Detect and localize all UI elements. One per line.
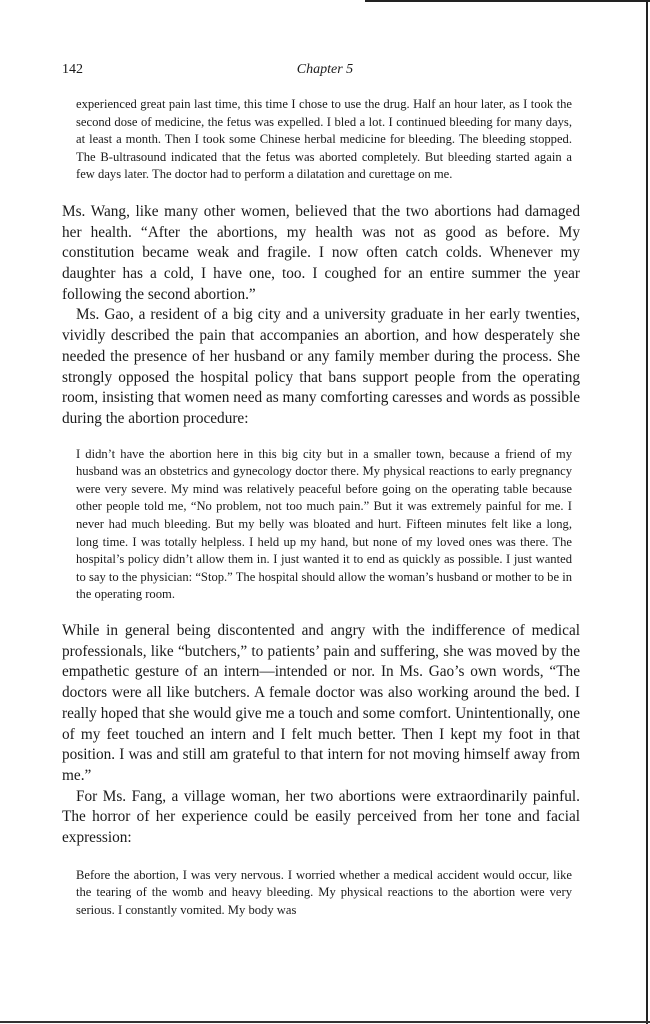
running-head: Chapter 5 — [296, 62, 354, 77]
paragraph-wang: Ms. Wang, like many other women, believed that the two abortions had damaged her health. “After the abortions, my health was not as good as before. My constitution became weak and fragile. I now often catch colds. Whenever my daughter has a cold, I have one, too. I coughed for an entire summer the year following the second abortion.” — [62, 202, 580, 303]
page-number: 142 — [62, 62, 83, 77]
block-quote-2: I didn’t have the abortion here in this big city but in a smaller town, because a friend of my husband was an obstetrics and gynecology doctor there. My physical reactions to early pregnancy were very severe. My mind was relatively peaceful before going on the operating table because other people told me, “No problem, not too much pain.” But it was extremely painful for me. I never had much bleeding. But my belly was bloated and hurt. Fifteen minutes felt like a long, long time. I was totally helpless. I held up my hand, but none of my loved ones was there. The hospital’s policy didn’t allow them in. I just wanted it to end as quickly as possible. I just wanted to say to the physician: “Stop.” The hospital should allow the woman’s husband or mother to be in the operating room. — [76, 446, 572, 602]
right-edge-rule — [646, 0, 648, 1024]
paragraph-gao-continued: While in general being discontented and angry with the indifference of medical professionals, like “butchers,” to patients’ pain and suffering, she was moved by the empathetic gesture of an intern—intended or nor. In Ms. Gao’s own words, “The doctors were all like butchers. A female doctor was also working around the bed. I really hoped that she would give me a touch and some comfort. Unintentionally, one of my feet touched an intern and I felt much better. Then I kept my foot in that position. I was and still am grateful to that intern for not moving himself away from me.” — [62, 622, 580, 784]
block-quote-1: experienced great pain last time, this time I chose to use the drug. Half an hour later, as I took the second dose of medicine, the fetus was expelled. I bled a lot. I continued bleeding for many days, at least a month. Then I took some Chinese herbal medicine for bleeding. The bleeding stopped. The B-ultrasound indicated that the fetus was aborted completely. But bleeding started again a few days later. The doctor had to perform a dilatation and curettage on me. — [76, 97, 572, 182]
block-quote-3: Before the abortion, I was very nervous. I worried whether a medical accident would occur, like the tearing of the womb and heavy bleeding. My physical reactions to the abortion were very serious. I constantly vomited. My body was — [76, 867, 572, 917]
bottom-edge-rule — [0, 1021, 650, 1023]
paragraph-fang: For Ms. Fang, a village woman, her two abortions were extraordinarily painful. The horror of her experience could be easily perceived from her tone and facial expression: — [62, 787, 580, 847]
paragraph-gao: Ms. Gao, a resident of a big city and a university graduate in her early twenties, vividly described the pain that accompanies an abortion, and how desperately she needed the presence of her husband or any family member during the process. She strongly opposed the hospital policy that bans support people from the operating room, insisting that women need as many comforting caresses and words as possible during the abortion procedure: — [62, 306, 580, 427]
page-body — [62, 96, 580, 920]
top-edge-rule — [365, 0, 650, 2]
